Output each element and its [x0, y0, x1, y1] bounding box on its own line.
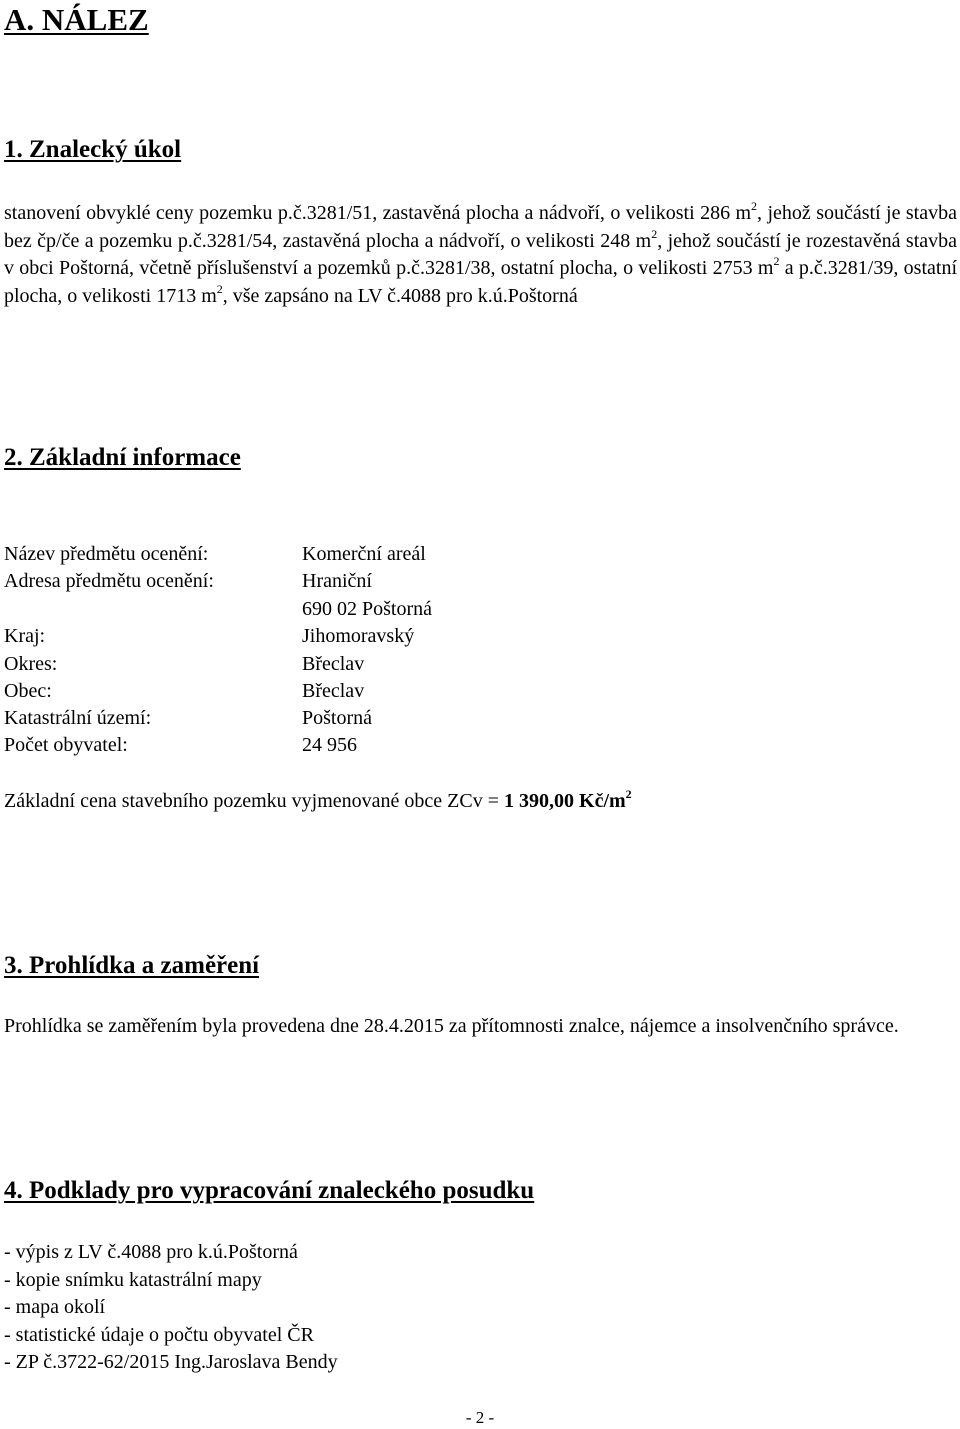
list-item: - mapa okolí: [4, 1296, 106, 1319]
info-label: Katastrální území:: [4, 707, 152, 729]
info-value: Komerční areál: [302, 543, 426, 565]
info-label: Obec:: [4, 680, 52, 702]
info-value: Hraniční: [302, 570, 372, 592]
info-row-region: [4, 623, 954, 650]
info-value: Jihomoravský: [302, 625, 415, 647]
info-value: Břeclav: [302, 680, 365, 702]
list-item: - statistické údaje o počtu obyvatel ČR: [4, 1323, 314, 1346]
info-row-subject-address: [4, 568, 954, 595]
source-list: [4, 1239, 338, 1377]
info-value: Poštorná: [302, 707, 372, 729]
section-1-heading: 1. Znalecký úkol: [4, 136, 182, 163]
document-title: A. NÁLEZ: [4, 2, 149, 37]
section-1-paragraph: stanovení obvyklé ceny pozemku p.č.3281/51, zastavěná plocha a nádvoří, o velikosti 286 $m^2$, jehož součástí je stavba bez čp/če a pozemku p.č.3281/54, zastavěná plocha a nádvoří, o velikosti 248 $m^2$, jehož součástí je rozestavěná stavba v obci Poštorná, včetně příslušenství a pozemků p.č.3281/38, ostatní plocha, o velikosti 2753 $m^2$ a p.č.3281/39, ostatní plocha, o velikosti 1713 $m^2$, vše zapsáno na LV č.4088 pro k.ú.Poštorná: [4, 199, 957, 307]
info-row-district: [4, 651, 954, 678]
info-row-cadastral-area: [4, 705, 954, 732]
base-price-label: Základní cena stavebního pozemku vyjmenované obce ZCv =: [4, 790, 505, 812]
list-item: - kopie snímku katastrální mapy: [4, 1268, 262, 1291]
info-value: 690 02 Poštorná: [302, 598, 432, 620]
list-item: - výpis z LV č.4088 pro k.ú.Poštorná: [4, 1241, 298, 1263]
info-label: Adresa předmětu ocenění:: [4, 570, 214, 592]
section-3-paragraph: Prohlídka se zaměřením byla provedena dne 28.4.2015 za přítomnosti znalce, nájemce a insolvenčního správce.: [4, 1015, 899, 1037]
page-number: - 2 -: [465, 1408, 495, 1427]
section-2-heading: 2. Základní informace: [4, 444, 241, 471]
info-label: Okres:: [4, 653, 58, 675]
info-label: Počet obyvatel:: [4, 734, 128, 756]
info-value: Břeclav: [302, 653, 365, 675]
section-4-heading: 4. Podklady pro vypracování znaleckého posudku: [4, 1177, 535, 1204]
base-price-line: [4, 788, 632, 815]
section-3-heading: 3. Prohlídka a zaměření: [4, 952, 260, 979]
info-label: Název předmětu ocenění:: [4, 543, 209, 565]
info-row-address-city: [4, 596, 954, 623]
info-row-municipality: [4, 678, 954, 705]
info-label: Kraj:: [4, 625, 46, 647]
info-value: 24 956: [302, 734, 357, 756]
list-item: - ZP č.3722-62/2015 Ing.Jaroslava Bendy: [4, 1351, 338, 1374]
base-price-value: 1 390,00 $Kč/m^2$: [504, 787, 632, 812]
info-row-subject-name: [4, 541, 954, 568]
info-row-population: [4, 732, 954, 759]
